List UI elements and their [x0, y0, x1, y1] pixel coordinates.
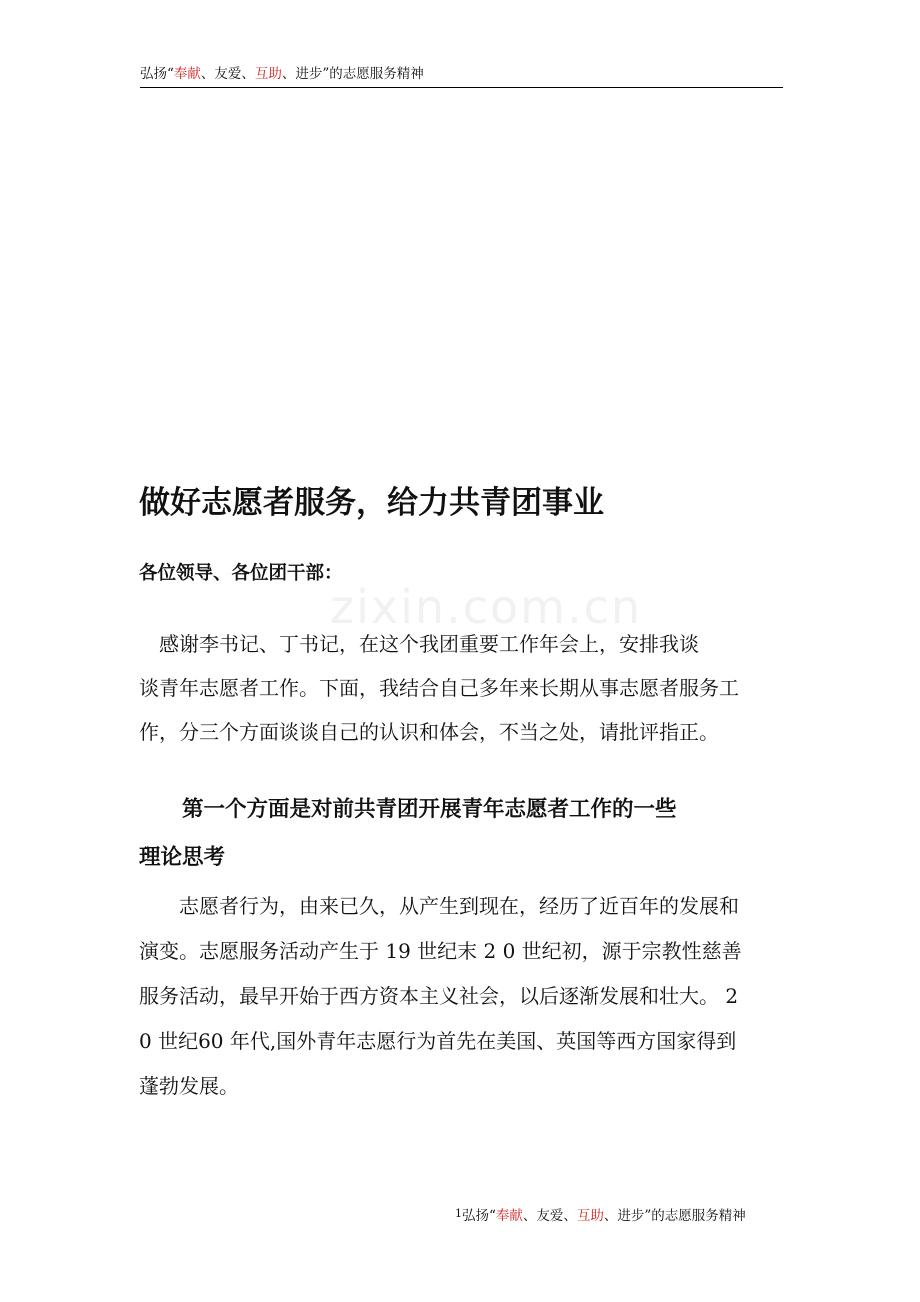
paragraph-line: 蓬勃发展。	[139, 1074, 239, 1098]
paragraph-line: 0 世纪60 年代,国外青年志愿行为首先在美国、英国等西方国家得到	[139, 1029, 737, 1053]
heading-line: 理论思考	[139, 845, 226, 870]
header-text-2: 、友爱、	[200, 66, 255, 82]
header-highlight-1: 奉献	[173, 66, 201, 82]
salutation: 各位领导、各位团干部：	[139, 563, 343, 584]
section-paragraph	[139, 884, 799, 1109]
watermark: zixin.com.cn	[330, 580, 643, 634]
paragraph-line: 作，分三个方面谈谈自己的认识和体会，不当之处，请批评指正。	[139, 720, 719, 744]
paragraph-line: 感谢李书记、丁书记，在这个我团重要工作年会上，安排我谈	[139, 632, 699, 656]
paragraph-line: 服务活动，最早开始于西方资本主义社会，以后逐渐发展和壮大。 2	[139, 984, 739, 1008]
footer-highlight-2: 互助	[576, 1208, 604, 1224]
page-header	[140, 64, 783, 84]
page-number: 1	[455, 1207, 462, 1220]
heading-line: 第一个方面是对前共青团开展青年志愿者工作的一些	[139, 797, 677, 822]
paragraph-line: 志愿者行为，由来已久，从产生到现在，经历了近百年的发展和	[139, 894, 739, 918]
footer-text-2: 、友爱、	[522, 1208, 577, 1224]
header-text-3: 、进步”的志愿服务精神	[281, 66, 424, 82]
section-heading	[139, 786, 677, 882]
page-footer	[455, 1204, 746, 1226]
footer-text-1: 弘扬“	[462, 1208, 496, 1224]
footer-text-3: 、进步”的志愿服务精神	[603, 1208, 746, 1224]
header-highlight-2: 互助	[254, 66, 282, 82]
header-divider	[140, 87, 783, 88]
footer-highlight-1: 奉献	[495, 1208, 523, 1224]
document-title: 做好志愿者服务，给力共青团事业	[139, 485, 604, 521]
paragraph-line: 演变。志愿服务活动产生于 19 世纪末 2 0 世纪初，源于宗教性慈善	[139, 939, 742, 963]
intro-paragraph	[139, 622, 799, 754]
paragraph-line: 谈青年志愿者工作。下面，我结合自己多年来长期从事志愿者服务工	[139, 676, 739, 700]
header-text-1: 弘扬“	[140, 66, 174, 82]
